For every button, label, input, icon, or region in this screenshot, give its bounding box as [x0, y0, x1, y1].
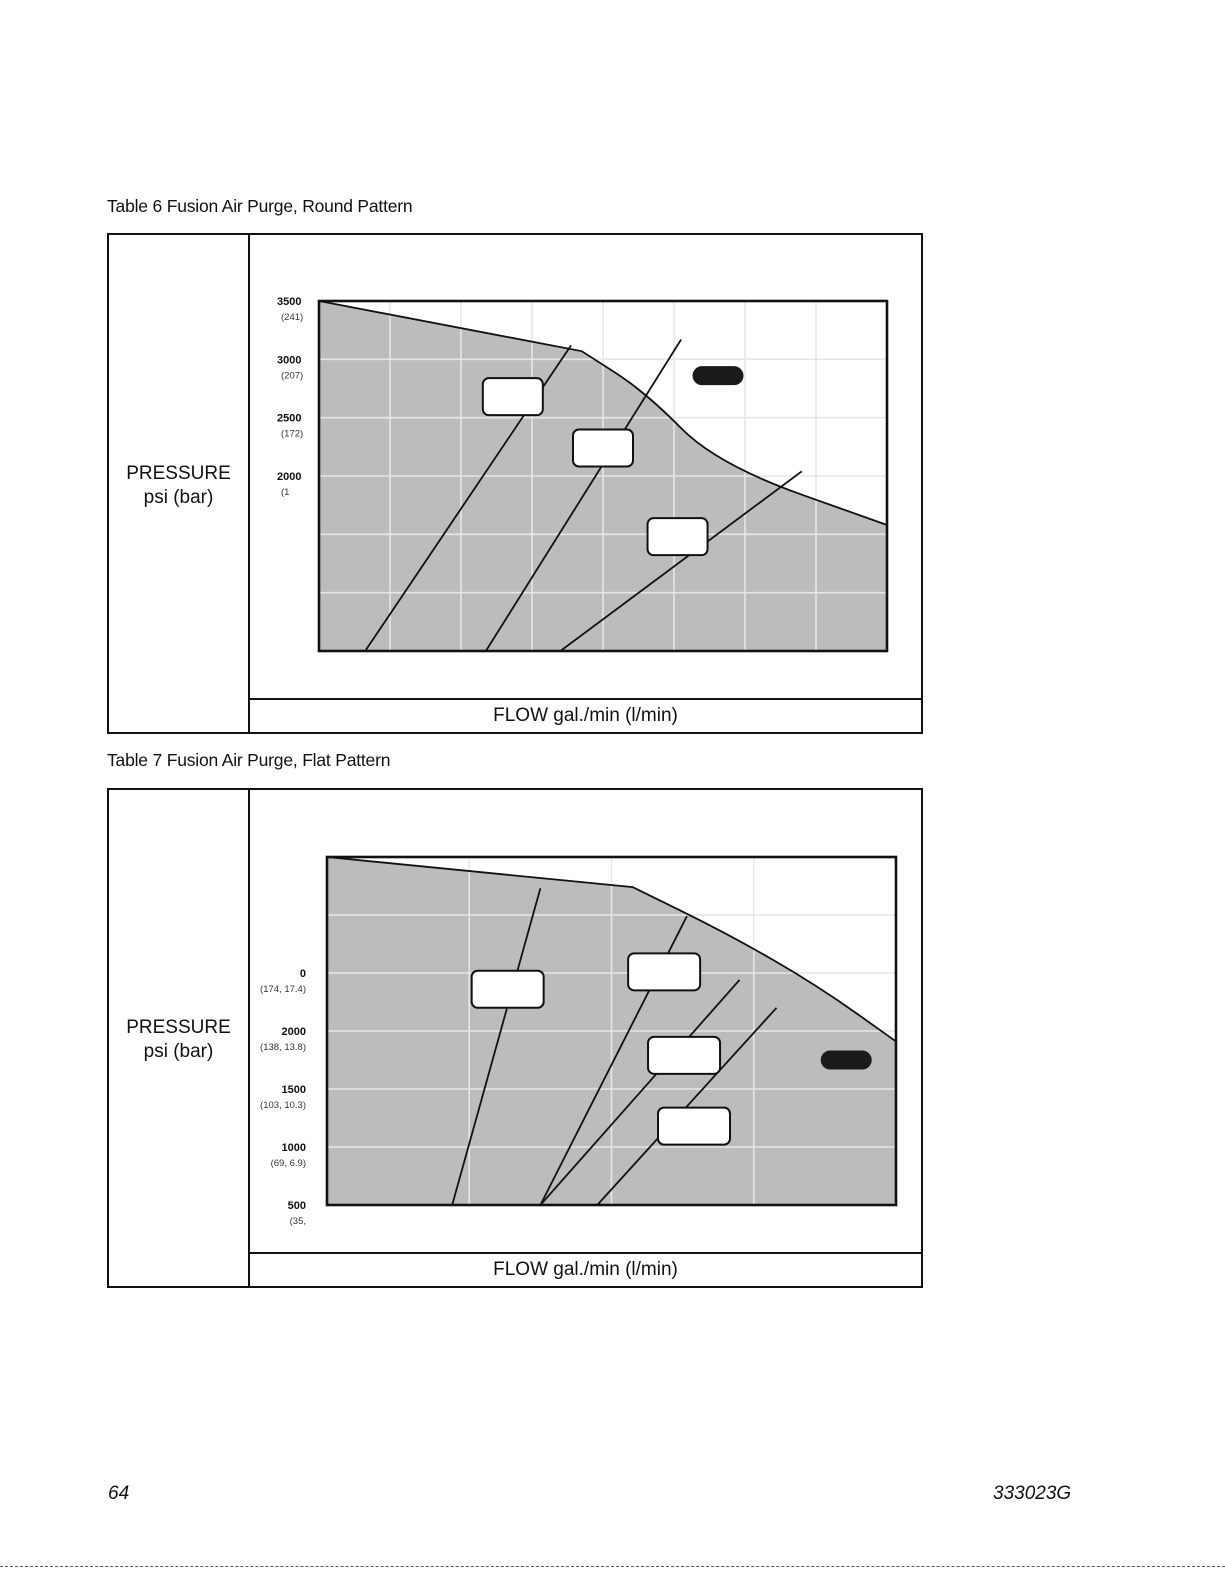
- table-7-y-axis-label-line2: psi (bar): [143, 1041, 214, 1062]
- y-tick-label: 1000: [281, 1142, 306, 1154]
- y-tick-sublabel: (69, 6.9): [270, 1158, 306, 1169]
- table-6-y-axis-label-line2: psi (bar): [143, 487, 214, 508]
- y-tick-sublabel: (103, 10.3): [260, 1100, 306, 1111]
- tip-label-box: [483, 378, 543, 415]
- table-6-caption: [107, 196, 412, 217]
- tip-label-box: [628, 953, 700, 990]
- table-6-caption-number: Table 6: [107, 196, 163, 216]
- y-tick-sublabel: (241): [281, 312, 304, 323]
- chart-plot-area: [319, 301, 887, 651]
- table-6-caption-text: Fusion Air Purge, Round Pattern: [166, 196, 413, 216]
- y-tick-sublabel: (138, 13.8): [260, 1042, 306, 1053]
- table-7-y-axis-label-line1: PRESSURE: [126, 1017, 231, 1038]
- y-tick-label: 2000: [277, 471, 302, 483]
- table-7-caption-text: Fusion Air Purge, Flat Pattern: [166, 750, 391, 770]
- y-tick-sublabel: (174, 17.4): [260, 984, 306, 995]
- y-tick-label: 0: [299, 968, 306, 980]
- tip-label-box: [648, 1037, 720, 1074]
- tip-label-box: [658, 1108, 730, 1145]
- table-7-chart: [109, 790, 923, 1288]
- y-tick-sublabel: (207): [281, 370, 304, 382]
- y-tick-sublabel: (1: [281, 487, 290, 498]
- y-tick-sublabel: (35,: [289, 1216, 306, 1227]
- table-6-frame: [107, 233, 923, 734]
- y-tick-sublabel: (172): [281, 428, 304, 440]
- footer-document-number: 333023G: [993, 1483, 1072, 1504]
- max-flow-marker: [821, 1051, 871, 1069]
- y-tick-label: 500: [287, 1200, 306, 1212]
- table-7-caption: [107, 750, 390, 771]
- table-7-frame: [107, 788, 923, 1288]
- table-6-y-axis-label-line1: PRESSURE: [126, 463, 231, 484]
- table-6-x-axis-label: FLOW gal./min (l/min): [250, 698, 921, 732]
- chart-plot-area: [327, 857, 896, 1205]
- y-tick-label: 1500: [281, 1084, 306, 1096]
- page-bottom-rule: [0, 1566, 1225, 1567]
- table-6-chart: [109, 235, 923, 734]
- y-tick-label: 3500: [277, 296, 302, 308]
- y-tick-label: 2500: [277, 412, 302, 425]
- y-tick-label: 2000: [281, 1026, 306, 1038]
- tip-label-box: [573, 430, 633, 467]
- table-7-x-axis-label: FLOW gal./min (l/min): [250, 1252, 921, 1286]
- max-flow-marker: [693, 367, 743, 385]
- y-tick-label: 3000: [277, 354, 302, 367]
- footer-page-number: 64: [108, 1483, 130, 1504]
- tip-label-box: [648, 518, 708, 555]
- table-7-caption-number: Table 7: [107, 750, 163, 770]
- tip-label-box: [472, 971, 544, 1008]
